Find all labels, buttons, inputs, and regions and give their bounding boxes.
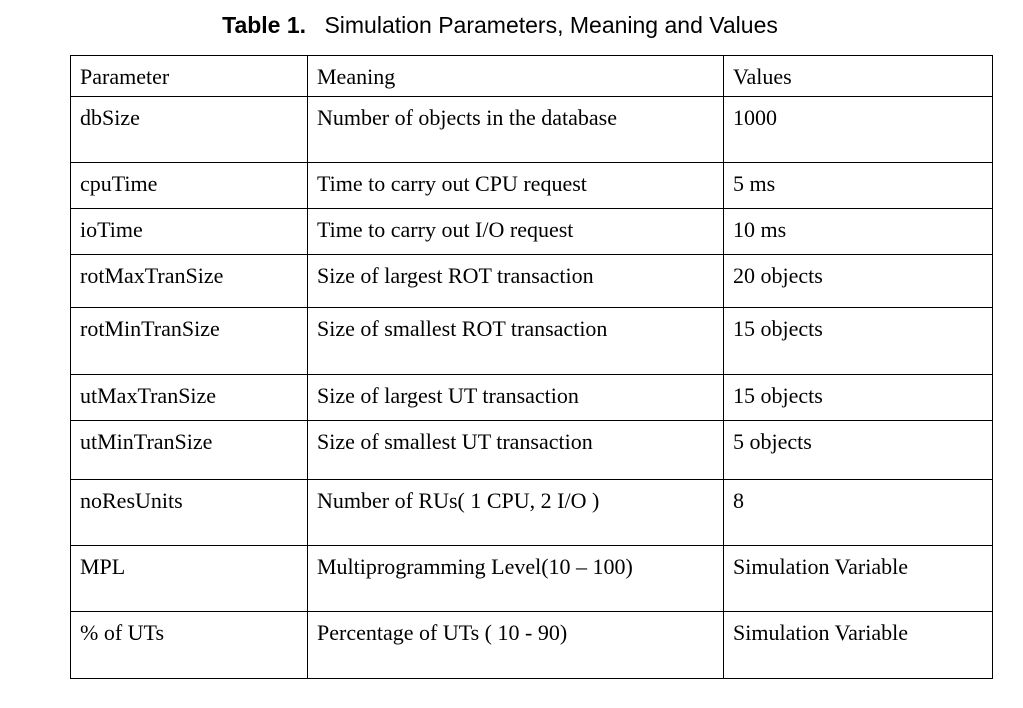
table-caption-title: Simulation Parameters, Meaning and Values bbox=[324, 12, 778, 38]
cell-meaning: Multiprogramming Level(10 – 100) bbox=[308, 546, 724, 612]
cell-parameter: utMaxTranSize bbox=[71, 375, 308, 421]
cell-meaning: Size of largest ROT transaction bbox=[308, 255, 724, 308]
header-meaning: Meaning bbox=[308, 56, 724, 97]
cell-meaning: Time to carry out I/O request bbox=[308, 209, 724, 255]
table-row bbox=[71, 255, 993, 308]
cell-value: 10 ms bbox=[724, 209, 993, 255]
cell-meaning: Size of largest UT transaction bbox=[308, 375, 724, 421]
table-row bbox=[71, 375, 993, 421]
cell-parameter: ioTime bbox=[71, 209, 308, 255]
cell-meaning: Percentage of UTs ( 10 - 90) bbox=[308, 612, 724, 679]
table-caption bbox=[0, 12, 1000, 39]
cell-parameter: rotMaxTranSize bbox=[71, 255, 308, 308]
cell-value: 1000 bbox=[724, 97, 993, 163]
table-row bbox=[71, 612, 993, 679]
cell-value: 15 objects bbox=[724, 375, 993, 421]
table-caption-label: Table 1. bbox=[222, 12, 307, 38]
cell-meaning: Time to carry out CPU request bbox=[308, 163, 724, 209]
cell-parameter: dbSize bbox=[71, 97, 308, 163]
cell-value: 8 bbox=[724, 480, 993, 546]
cell-parameter: utMinTranSize bbox=[71, 421, 308, 480]
cell-parameter: noResUnits bbox=[71, 480, 308, 546]
cell-meaning: Number of objects in the database bbox=[308, 97, 724, 163]
table-row bbox=[71, 421, 993, 480]
table-row bbox=[71, 480, 993, 546]
cell-value: 15 objects bbox=[724, 308, 993, 375]
table-row bbox=[71, 97, 993, 163]
cell-parameter: cpuTime bbox=[71, 163, 308, 209]
cell-meaning: Size of smallest ROT transaction bbox=[308, 308, 724, 375]
table-row bbox=[71, 308, 993, 375]
cell-meaning: Number of RUs( 1 CPU, 2 I/O ) bbox=[308, 480, 724, 546]
cell-value: Simulation Variable bbox=[724, 546, 993, 612]
cell-value: 5 objects bbox=[724, 421, 993, 480]
table-row bbox=[71, 209, 993, 255]
header-parameter: Parameter bbox=[71, 56, 308, 97]
cell-parameter: MPL bbox=[71, 546, 308, 612]
table-row bbox=[71, 163, 993, 209]
table-header-row bbox=[71, 56, 993, 97]
header-values: Values bbox=[724, 56, 993, 97]
cell-value: 5 ms bbox=[724, 163, 993, 209]
parameters-table bbox=[70, 55, 993, 679]
cell-parameter: % of UTs bbox=[71, 612, 308, 679]
cell-parameter: rotMinTranSize bbox=[71, 308, 308, 375]
cell-meaning: Size of smallest UT transaction bbox=[308, 421, 724, 480]
cell-value: 20 objects bbox=[724, 255, 993, 308]
cell-value: Simulation Variable bbox=[724, 612, 993, 679]
table-row bbox=[71, 546, 993, 612]
